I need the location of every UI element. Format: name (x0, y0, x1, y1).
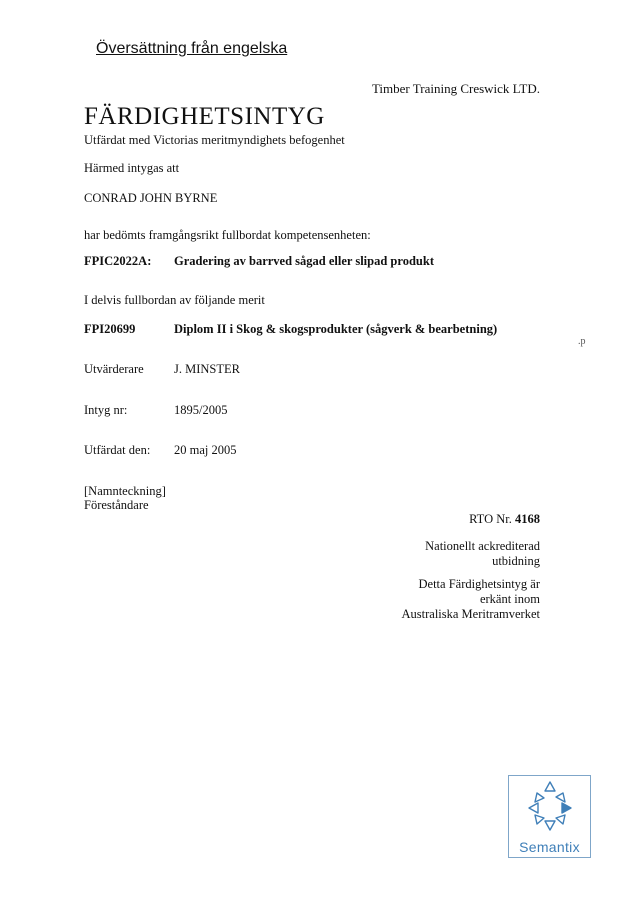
stray-mark: .p (578, 336, 586, 347)
recognition-line-1: Detta Färdighetsintyg är (418, 577, 540, 591)
accreditation-line-2: utbidning (492, 554, 540, 568)
partial-text: I delvis fullbordan av följande merit (84, 293, 265, 307)
accreditation-block (340, 539, 540, 569)
document-subtitle: Utfärdat med Victorias meritmyndighets befogenhet (84, 133, 345, 147)
qualification-name: Diplom II i Skog & skogsprodukter (sågverk & bearbetning) (174, 322, 498, 336)
recipient-name: CONRAD JOHN BYRNE (84, 191, 218, 205)
cert-number-label: Intyg nr: (84, 403, 128, 417)
assessed-text: har bedömts framgångsrikt fullbordat kompetensenheten: (84, 228, 371, 242)
triangles-logo-icon (521, 780, 579, 836)
accreditation-line-1: Nationellt ackrediterad (425, 539, 540, 553)
assessor-label: Utvärderare (84, 362, 144, 376)
recognition-line-2: erkänt inom (479, 592, 540, 606)
issued-date-label: Utfärdat den: (84, 443, 151, 457)
cert-number-value: 1895/2005 (174, 403, 228, 417)
signature-placeholder: [Namnteckning] (84, 484, 166, 498)
semantix-stamp (508, 775, 591, 858)
document-title: FÄRDIGHETSINTYG (84, 103, 325, 130)
recognition-line-3: Australiska Meritramverket (401, 607, 540, 621)
rto-line (469, 512, 540, 527)
signature-role: Föreståndare (84, 498, 149, 512)
recognition-block (340, 577, 540, 622)
issued-date-value: 20 maj 2005 (174, 443, 237, 457)
semantix-logo-text: Semantix (519, 839, 580, 855)
unit-code: FPIC2022A: (84, 254, 152, 268)
certify-text: Härmed intygas att (84, 161, 180, 175)
unit-name: Gradering av barrved sågad eller slipad produkt (174, 254, 434, 268)
assessor-value: J. MINSTER (174, 362, 240, 376)
rto-label: RTO Nr. (469, 512, 512, 526)
issuer-name: Timber Training Creswick LTD. (371, 81, 540, 96)
translation-note: Översättning från engelska (96, 40, 288, 57)
rto-number: 4168 (515, 512, 540, 526)
qualification-code: FPI20699 (84, 322, 136, 336)
